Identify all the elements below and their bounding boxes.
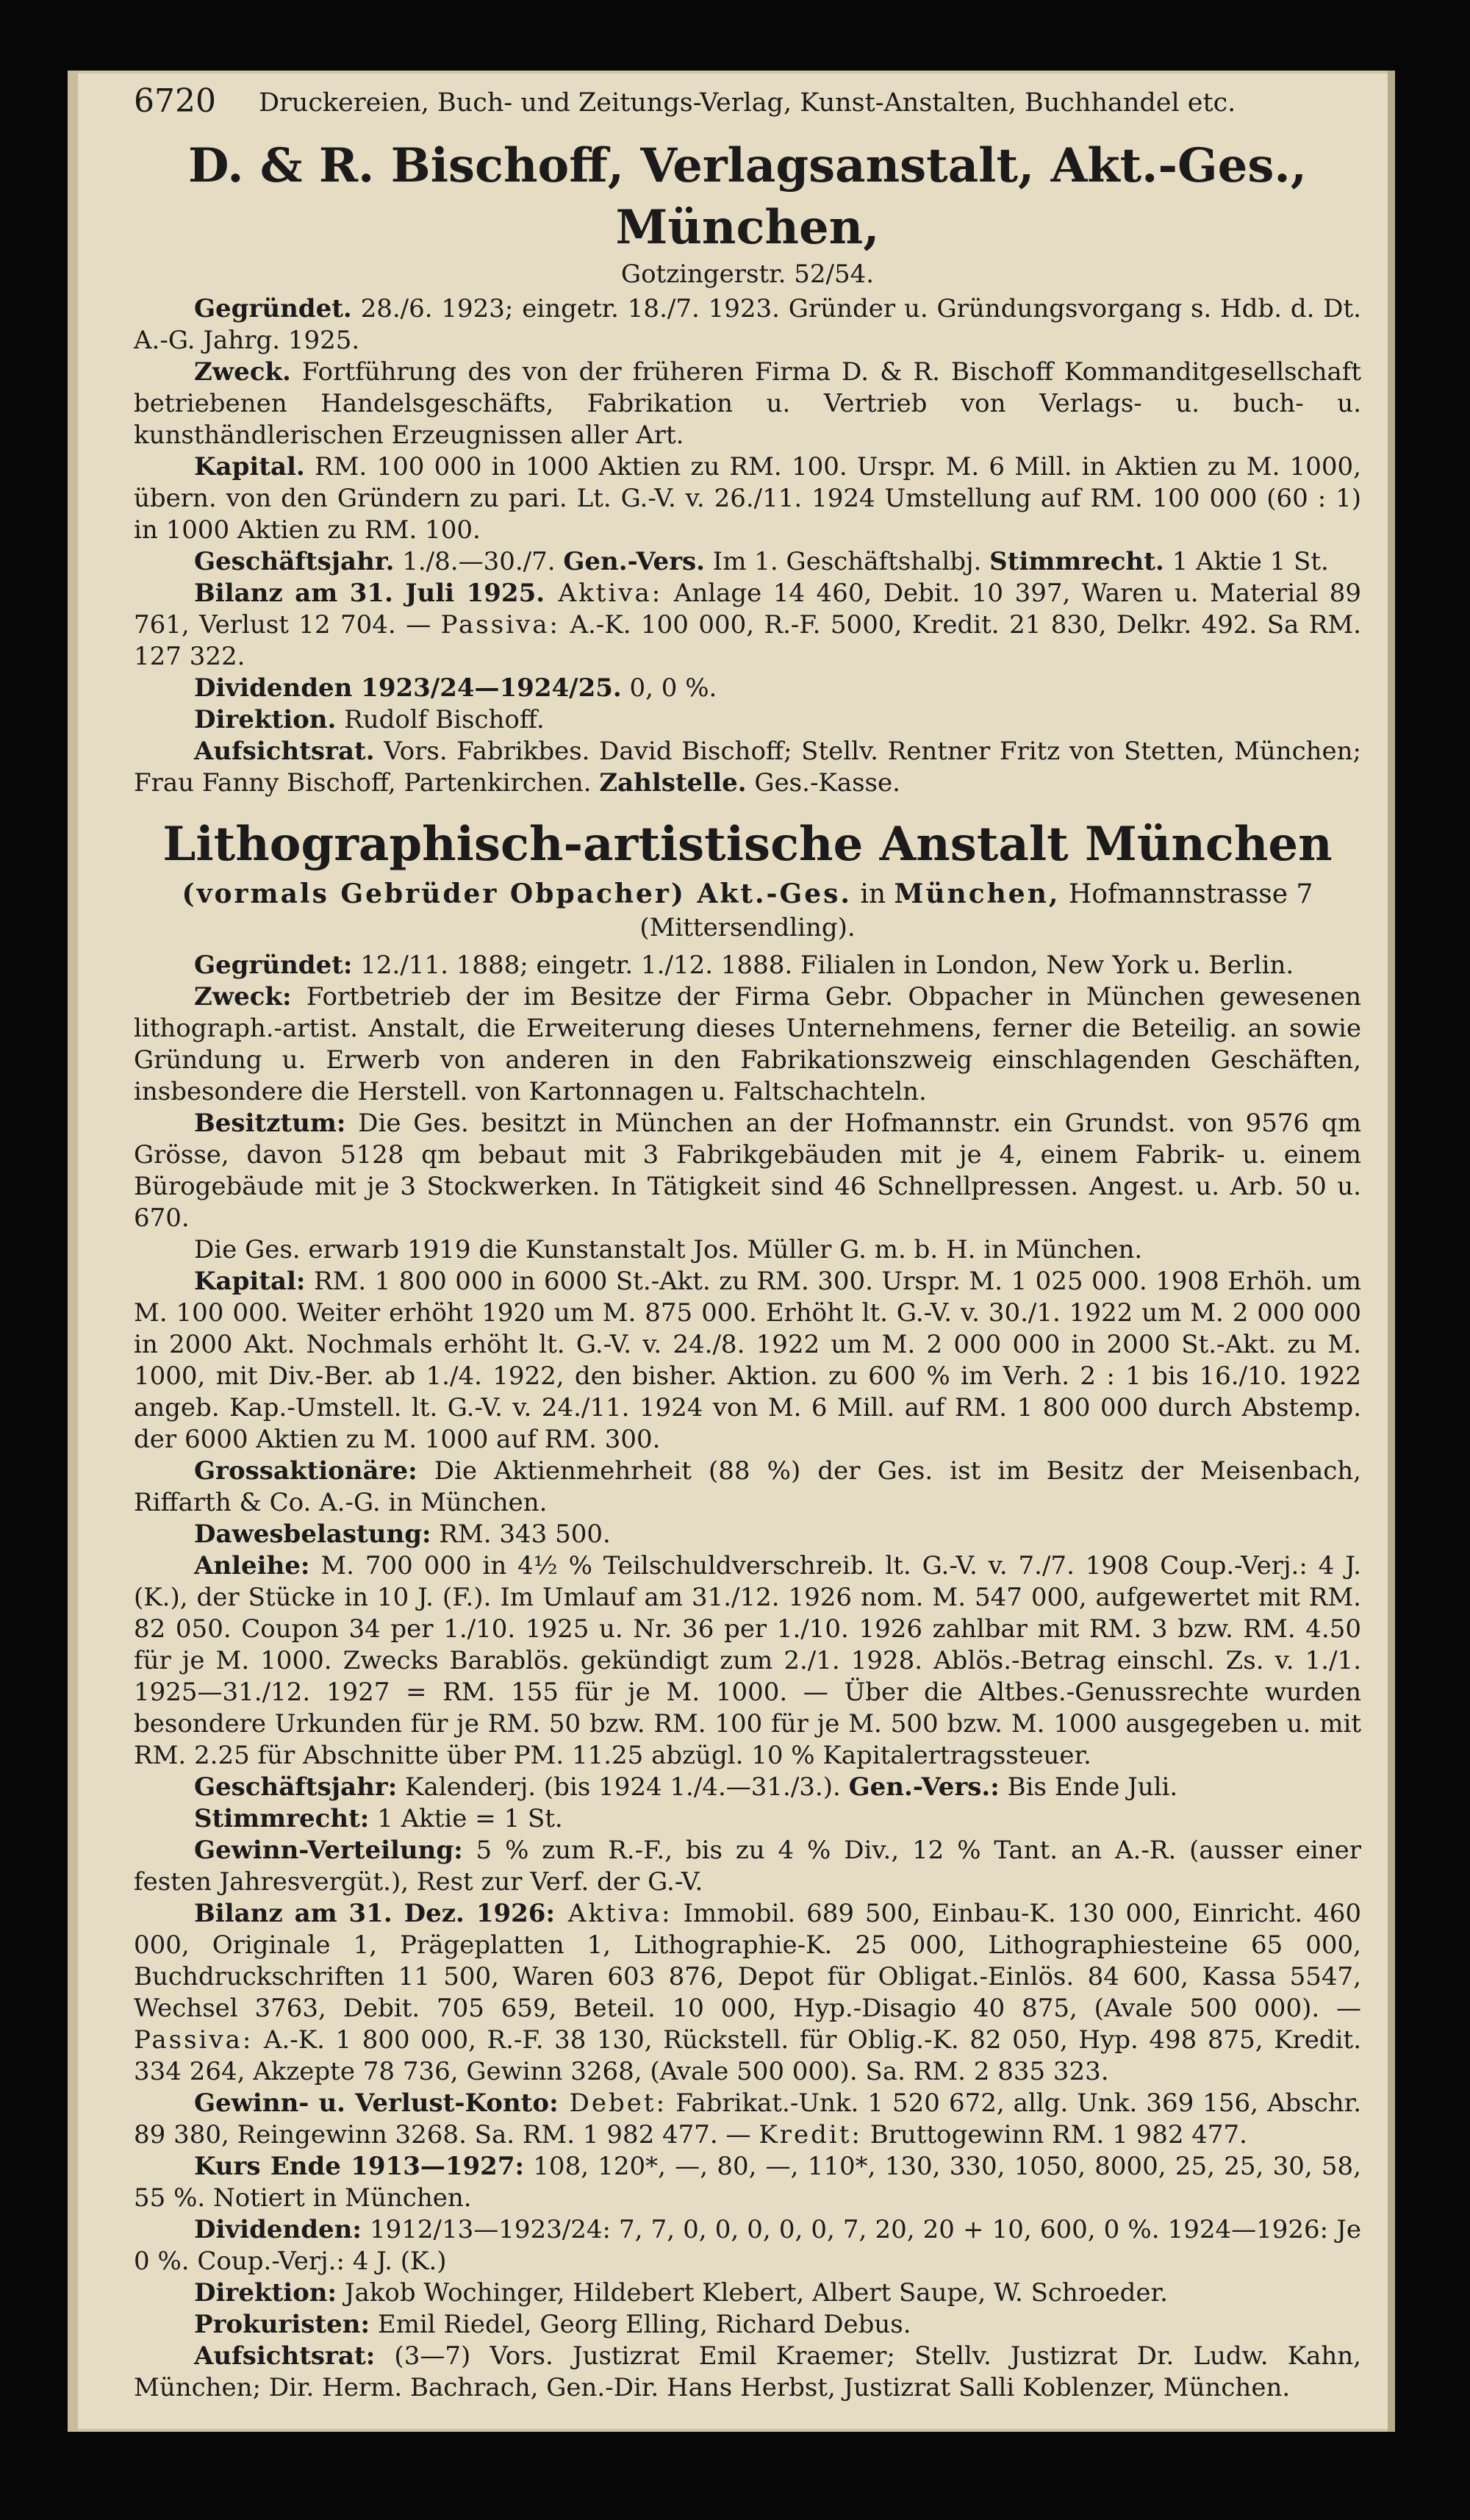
share-price-text: 108, 120*, —, 80, —, 110*, 130, 330, 1050, 8000, 25, 25, 30, 58, 55 %. Notiert in München. [134,2152,1361,2213]
dawes-text: RM. 343 500. [431,1519,611,1549]
bond-label: Anleihe: [194,1551,310,1581]
supervisory-board-paragraph [134,2341,1361,2404]
bond-text: M. 700 000 in 4½ % Teilschuldverschreib. lt. G.-V. v. 7./7. 1908 Coup.-Verj.: 4 J. (K.), der Stücke in 10 J. (F.). Im Umlauf am 31./12. 1926 nom. M. 547 000, aufgewertet mit RM. 82 050. Coupon 34 per 1./10. 1925 u. Nr. 36 per 1./10. 1926 zahlbar mit RM. 3 bzw. RM. 4.50 für je M. 1000. Zwecks Barablös. gekündigt zum 2./1. 1928. Ablös.-Betrag einschl. Zs. v. 1./1. 1925—31./12. 1927 = RM. 155 für je M. 1000. — Über die Altbes.-Genussrechte wurden besondere Urkunden für je RM. 50 bzw. RM. 100 für je M. 500 bzw. M. 1000 ausgegeben u. mit RM. 2.25 für Abschnitte über PM. 11.25 abzügl. 10 % Kapitalertragssteuer. [134,1551,1361,1770]
voting-right-text: 1 Aktie = 1 St. [369,1804,563,1833]
entry-litho [134,813,1361,2404]
supervisory-board-label: Aufsichtsrat. [194,737,375,766]
general-meeting-label: Gen.-Vers.: [848,1772,1000,1802]
company-address: Gotzingerstr. 52/54. [620,259,875,289]
major-shareholders-label: Grossaktionäre: [194,1456,417,1486]
voting-right-label: Stimmrecht. [989,547,1164,576]
purpose-paragraph [134,357,1361,451]
company-title: D. & R. Bischoff, Verlagsanstalt, Akt.-Ges., München, [188,138,1307,255]
authorized-officers-text: Emil Riedel, Georg Elling, Richard Debus. [370,2310,911,2339]
company-title: Lithographisch-artistische Anstalt München [162,817,1333,872]
founded-text: 28./6. 1923; eingetr. 18./7. 1923. Gründer u. Gründungsvorgang s. Hdb. d. Dt. A.-G. Jahrg. 1925. [134,294,1361,355]
fiscal-year-paragraph [134,546,1361,578]
balance-label: Bilanz am 31. Juli 1925. [194,579,545,608]
voting-right-text: 1 Aktie 1 St. [1164,547,1329,576]
profit-loss-label: Gewinn- u. Verlust-Konto: [194,2088,559,2118]
profit-distribution-text: 5 % zum R.-F., bis zu 4 % Div., 12 % Tant. an A.-R. (ausser einer festen Jahresvergüt.), Rest zur Verf. der G.-V. [134,1836,1361,1897]
street: Hofmannstrasse 7 [1060,879,1313,909]
fiscal-year-label: Geschäftsjahr: [194,1772,398,1802]
profit-loss-paragraph [134,2088,1361,2151]
city: München, [894,878,1061,909]
capital-label: Kapital. [194,452,305,482]
capital-paragraph [134,451,1361,546]
property-paragraph [134,1108,1361,1234]
general-meeting-text: Im 1. Geschäftshalbj. [705,547,990,576]
founded-label: Gegründet. [194,294,352,323]
capital-text: RM. 1 800 000 in 6000 St.-Akt. zu RM. 300. Urspr. M. 1 025 000. 1908 Erhöh. um M. 100 000. Weiter erhöht 1920 um M. 875 000. Erhöht lt. G.-V. v. 30./1. 1922 um M. 2 000 000 in 2000 Akt. Nochmals erhöht lt. G.-V. v. 24./8. 1922 um M. 2 000 000 in 2000 St.-Akt. zu M. 1000, mit Div.-Ber. ab 1./4. 1922, den bisher. Aktion. zu 600 % im Verh. 2 : 1 bis 16./10. 1922 angeb. Kap.-Umstell. lt. G.-V. v. 24./11. 1924 von M. 6 Mill. auf RM. 1 800 000 durch Abstemp. der 6000 Aktien zu M. 1000 auf RM. 300. [134,1267,1361,1454]
dividends-text: 0, 0 %. [621,673,717,703]
capital-paragraph [134,1266,1361,1456]
dawes-label: Dawesbelastung: [194,1519,431,1549]
major-shareholders-paragraph [134,1456,1361,1519]
founded-paragraph [134,293,1361,357]
page-gutter [68,71,78,2432]
former-name: (vormals Gebrüder Obpacher) Akt.-Ges. [182,878,852,909]
acquisition-paragraph: Die Ges. erwarb 1919 die Kunstanstalt Jos. Müller G. m. b. H. in München. [194,1235,1143,1264]
bond-paragraph [134,1550,1361,1772]
dividends-paragraph [134,673,1361,704]
running-title: Druckereien, Buch- und Zeitungs-Verlag, Kunst-Anstalten, Buchhandel etc. [259,88,1236,118]
profit-distribution-label: Gewinn-Verteilung: [194,1836,463,1865]
debit-text: Fabrikat.-Unk. 1 520 672, allg. Unk. 369 156, Abschr. 89 380, Reingewinn 3268. Sa. RM. 1 982 477. — [134,2088,1361,2149]
page-number: 6720 [134,82,216,120]
fiscal-year-paragraph [134,1772,1361,1803]
management-paragraph [134,704,1361,736]
voting-right-label: Stimmrecht: [194,1804,370,1833]
capital-text: RM. 100 000 in 1000 Aktien zu RM. 100. Urspr. M. 6 Mill. in Aktien zu M. 1000, übern. von den Gründern zu pari. Lt. G.-V. v. 26./11. 1924 Umstellung auf RM. 100 000 (60 : 1) in 1000 Aktien zu RM. 100. [134,452,1361,545]
dividends-label: Dividenden 1923/24—1924/25. [194,673,622,703]
voting-right-paragraph [134,1803,1361,1835]
fiscal-year-text: Kalenderj. (bis 1924 1./4.—31./3.). [397,1772,849,1802]
liabilities-label: Passiva: [134,2025,254,2055]
general-meeting-text: Bis Ende Juli. [999,1772,1178,1802]
management-label: Direktion: [194,2278,337,2308]
founded-paragraph [134,950,1361,981]
share-price-paragraph [134,2151,1361,2214]
paying-agent-text: Ges.-Kasse. [746,768,900,798]
purpose-text: Fortführung des von der früheren Firma D. & R. Bischoff Kommanditgesellschaft betriebenen Handelsgeschäfts, Fabrikation u. Vertrieb von Verlags- u. buch- u. kunsthändlerischen Erzeugnissen aller Art. [134,357,1361,450]
dividends-text: 1912/13—1923/24: 7, 7, 0, 0, 0, 0, 0, 7, 20, 20 + 10, 600, 0 %. 1924—1926: Je 0 %. Coup.-Verj.: 4 J. (K.) [134,2215,1361,2276]
management-text: Rudolf Bischoff. [336,705,545,734]
profit-distribution-paragraph [134,1835,1361,1898]
purpose-paragraph [134,981,1361,1108]
management-paragraph [134,2277,1361,2309]
purpose-text: Fortbetrieb der im Besitze der Firma Gebr. Obpacher in München gewesenen lithograph.-artist. Anstalt, die Erweiterung dieses Unternehmens, ferner die Beteilig. an sowie Gründung u. Erwerb von anderen in den Fabrikationszweig einschlagenden Geschäften, insbesondere die Herstell. von Kartonnagen u. Faltschachteln. [134,982,1361,1106]
supervisory-board-paragraph [134,736,1361,799]
company-subtitle [134,876,1361,912]
balance-label: Bilanz am 31. Dez. 1926: [194,1899,555,1928]
major-shareholders-text: Die Aktienmehrheit (88 %) der Ges. ist im Besitz der Meisenbach, Riffarth & Co. A.-G. in München. [134,1456,1361,1517]
supervisory-board-label: Aufsichtsrat: [194,2341,376,2371]
balance-paragraph [134,578,1361,673]
assets-label: Aktiva: [545,579,663,608]
district: (Mittersendling). [639,913,856,942]
balance-paragraph [134,1898,1361,2088]
authorized-officers-paragraph [134,2309,1361,2341]
capital-label: Kapital: [194,1267,306,1296]
purpose-label: Zweck. [194,357,291,387]
subtitle-in: in [851,879,894,909]
supervisory-board-text: (3—7) Vors. Justizrat Emil Kraemer; Stellv. Justizrat Dr. Ludw. Kahn, München; Dir. Herm. Bachrach, Gen.-Dir. Hans Herbst, Justizrat Salli Koblenzer, München. [134,2341,1361,2402]
fiscal-year-text: 1./8.—30./7. [394,547,564,576]
share-price-label: Kurs Ende 1913—1927: [194,2152,525,2181]
purpose-label: Zweck: [194,982,292,1012]
dividends-label: Dividenden: [194,2215,362,2244]
liabilities-text: A.-K. 1 800 000, R.-F. 38 130, Rückstell. für Oblig.-K. 82 050, Hyp. 498 875, Kredit. 334 264, Akzepte 78 736, Gewinn 3268, (Avale 500 000). Sa. RM. 2 835 323. [134,2025,1361,2086]
assets-label: Aktiva: [555,1899,673,1928]
management-text: Jakob Wochinger, Hildebert Klebert, Albert Saupe, W. Schroeder. [337,2278,1168,2308]
general-meeting-label: Gen.-Vers. [563,547,705,576]
credit-text: Bruttogewinn RM. 1 982 477. [861,2120,1247,2149]
entry-bischoff [134,135,1361,799]
dawes-paragraph [134,1519,1361,1550]
property-label: Besitztum: [194,1109,346,1138]
founded-label: Gegründet: [194,951,353,980]
debit-label: Debet: [558,2088,667,2118]
dividends-paragraph [134,2214,1361,2277]
credit-label: Kredit: [759,2120,862,2149]
page-edge [1388,71,1395,2432]
assets-text: Anlage 14 460, Debit. 10 397, Waren u. Material 89 761, Verlust 12 704. — [134,579,1361,640]
management-label: Direktion. [194,705,337,734]
book-page [68,71,1395,2432]
authorized-officers-label: Prokuristen: [194,2310,370,2339]
liabilities-label: Passiva: [440,610,560,640]
supervisory-board-text: Vors. Fabrikbes. David Bischoff; Stellv. Rentner Fritz von Stetten, München; Frau Fanny Bischoff, Partenkirchen. [134,737,1361,798]
paying-agent-label: Zahlstelle. [599,768,747,798]
assets-text: Immobil. 689 500, Einbau-K. 130 000, Einricht. 460 000, Originale 1, Prägeplatten 1, Lithographie-K. 25 000, Lithographiesteine 65 000, Buchdruckschriften 11 500, Waren 603 876, Depot für Obligat.-Einlös. 84 600, Kassa 5547, Wechsel 3763, Debit. 705 659, Beteil. 10 000, Hyp.-Disagio 40 875, (Avale 500 000). — [134,1899,1361,2023]
founded-text: 12./11. 1888; eingetr. 1./12. 1888. Filialen in London, New York u. Berlin. [352,951,1294,980]
running-header [134,78,1351,119]
fiscal-year-label: Geschäftsjahr. [194,547,395,576]
property-text: Die Ges. besitzt in München an der Hofmannstr. ein Grundst. von 9576 qm Grösse, davon 5128 qm bebaut mit 3 Fabrikgebäuden mit je 4, einem Fabrik- u. einem Bürogebäude mit je 3 Stockwerken. In Tätigkeit sind 46 Schnellpressen. Angest. u. Arb. 50 u. 670. [134,1109,1361,1233]
liabilities-text: A.-K. 100 000, R.-F. 5000, Kredit. 21 830, Delkr. 492. Sa RM. 127 322. [134,610,1361,671]
